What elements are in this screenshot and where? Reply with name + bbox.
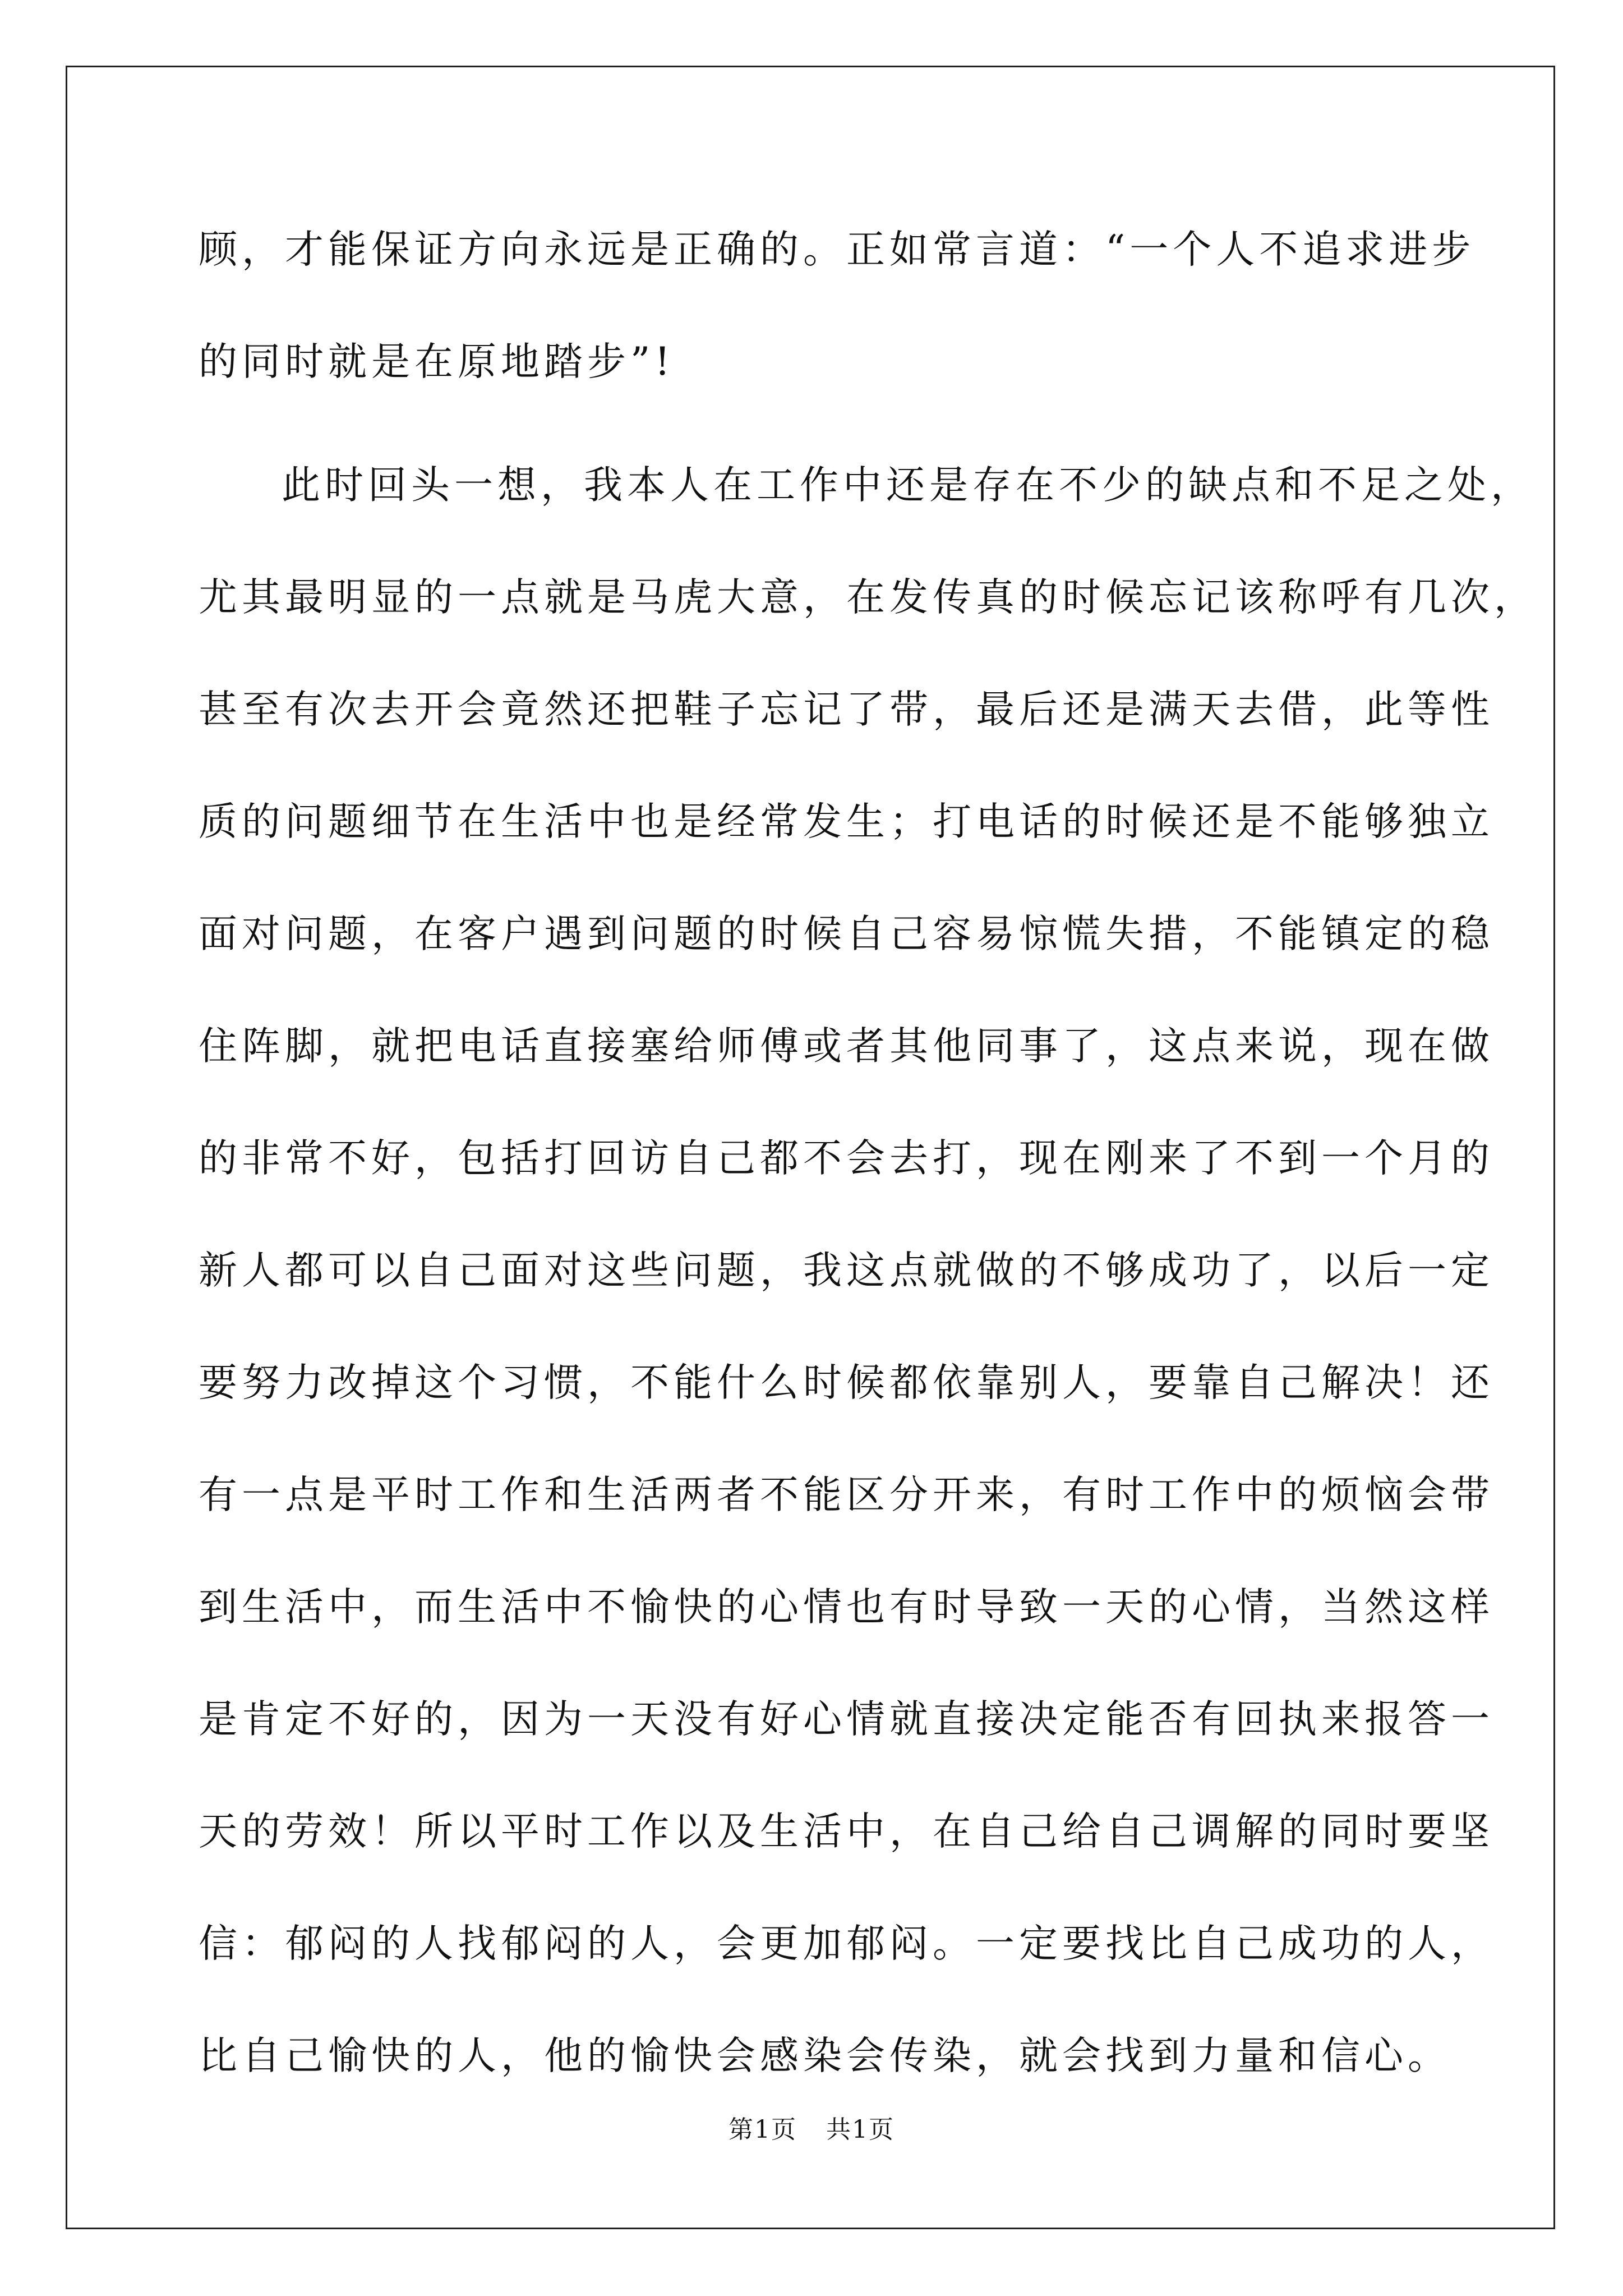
page-number: 第1页 [728, 2115, 797, 2144]
paragraph-2-line-5: 面对问题，在客户遇到问题的时候自己容易惊慌失措，不能镇定的稳 [199, 912, 1494, 956]
paragraph-2-line-11: 到生活中，而生活中不愉快的心情也有时导致一天的心情，当然这样 [199, 1585, 1494, 1630]
paragraph-2-line-13: 天的劳效！所以平时工作以及生活中，在自己给自己调解的同时要坚 [199, 1809, 1494, 1854]
paragraph-2-line-2: 尤其最明显的一点就是马虎大意，在发传真的时候忘记该称呼有几次， [199, 575, 1537, 620]
paragraph-1-line-1: 顾，才能保证方向永远是正确的。正如常言道：“一个人不追求进步 [199, 227, 1476, 272]
paragraph-1-line-2: 的同时就是在原地踏步”! [199, 339, 675, 384]
paragraph-2-line-4: 质的问题细节在生活中也是经常发生；打电话的时候还是不能够独立 [199, 799, 1494, 844]
paragraph-2-line-14: 信：郁闷的人找郁闷的人，会更加郁闷。一定要找比自己成功的人， [199, 1921, 1494, 1966]
paragraph-2-line-7: 的非常不好，包括打回访自己都不会去打，现在刚来了不到一个月的 [199, 1136, 1494, 1181]
paragraph-2-line-15: 比自己愉快的人，他的愉快会感染会传染，就会找到力量和信心。 [199, 2033, 1451, 2078]
paragraph-2-line-9: 要努力改掉这个习惯，不能什么时候都依靠别人，要靠自己解决！还 [199, 1360, 1494, 1405]
paragraph-2-line-8: 新人都可以自己面对这些问题，我这点就做的不够成功了，以后一定 [199, 1248, 1494, 1293]
paragraph-2-line-3: 甚至有次去开会竟然还把鞋子忘记了带，最后还是满天去借，此等性 [199, 687, 1494, 732]
paragraph-2-line-10: 有一点是平时工作和生活两者不能区分开来，有时工作中的烦恼会带 [199, 1473, 1494, 1517]
page-total: 共1页 [826, 2115, 895, 2144]
paragraph-2-line-6: 住阵脚，就把电话直接塞给师傅或者其他同事了，这点来说，现在做 [199, 1024, 1494, 1069]
paragraph-2-line-1: 此时回头一想，我本人在工作中还是存在不少的缺点和不足之处， [282, 463, 1534, 508]
document-body [199, 210, 1537, 2129]
paragraph-2-line-12: 是肯定不好的，因为一天没有好心情就直接决定能否有回执来报答一 [199, 1697, 1494, 1742]
page-footer [0, 2109, 1623, 2145]
